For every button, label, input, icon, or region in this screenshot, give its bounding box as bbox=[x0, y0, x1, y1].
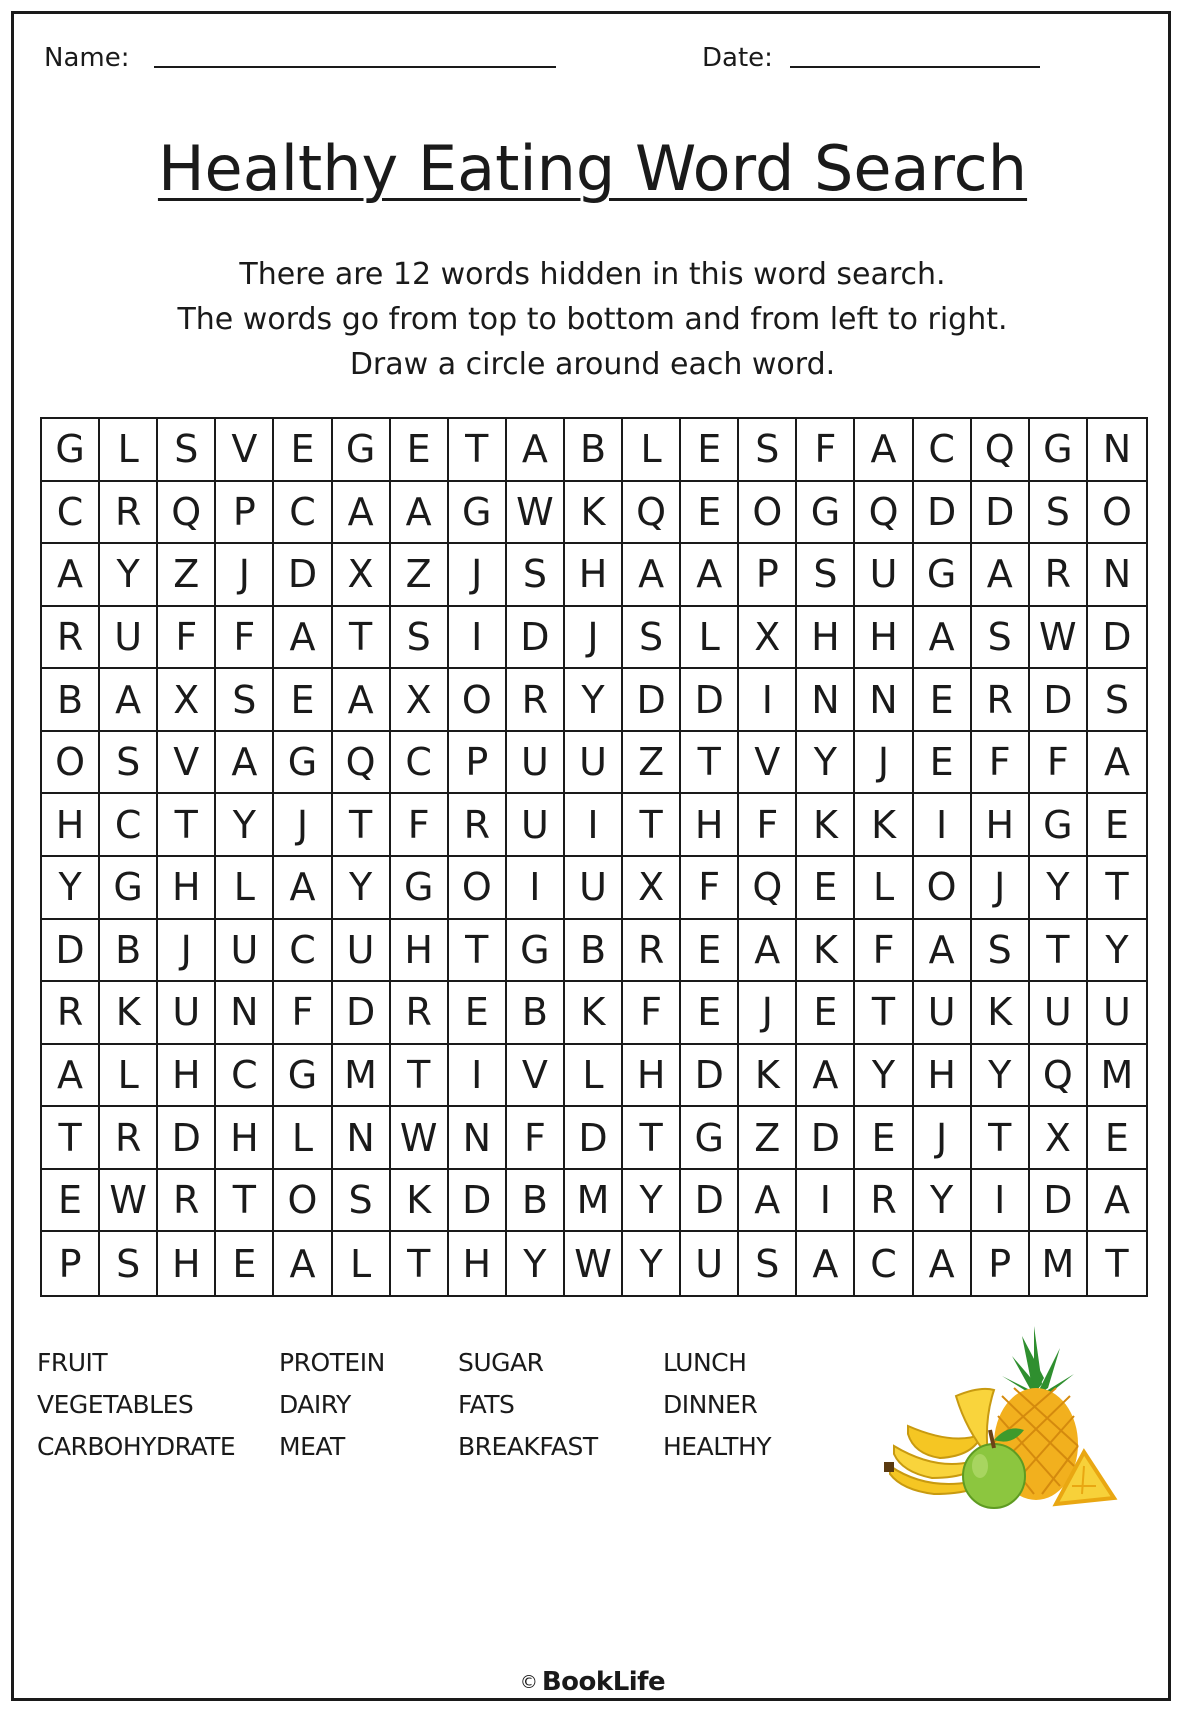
grid-letter[interactable]: K bbox=[391, 1170, 449, 1233]
grid-letter[interactable]: Z bbox=[158, 544, 216, 607]
grid-letter[interactable]: X bbox=[739, 607, 797, 670]
grid-letter[interactable]: Y bbox=[623, 1170, 681, 1233]
grid-letter[interactable]: X bbox=[1030, 1107, 1088, 1170]
grid-letter[interactable]: A bbox=[914, 607, 972, 670]
grid-letter[interactable]: D bbox=[1088, 607, 1146, 670]
grid-letter[interactable]: U bbox=[216, 920, 274, 983]
grid-letter[interactable]: I bbox=[449, 1045, 507, 1108]
grid-letter[interactable]: L bbox=[216, 857, 274, 920]
grid-letter[interactable]: K bbox=[565, 982, 623, 1045]
grid-letter[interactable]: A bbox=[274, 1232, 332, 1295]
grid-letter[interactable]: T bbox=[1088, 857, 1146, 920]
grid-letter[interactable]: E bbox=[1088, 1107, 1146, 1170]
grid-letter[interactable]: J bbox=[855, 732, 913, 795]
grid-letter[interactable]: E bbox=[274, 419, 332, 482]
grid-letter[interactable]: D bbox=[972, 482, 1030, 545]
grid-letter[interactable]: N bbox=[1088, 544, 1146, 607]
grid-letter[interactable]: G bbox=[1030, 794, 1088, 857]
grid-letter[interactable]: T bbox=[623, 1107, 681, 1170]
grid-letter[interactable]: J bbox=[274, 794, 332, 857]
grid-letter[interactable]: Y bbox=[623, 1232, 681, 1295]
grid-letter[interactable]: H bbox=[158, 1045, 216, 1108]
grid-letter[interactable]: M bbox=[1030, 1232, 1088, 1295]
grid-letter[interactable]: E bbox=[797, 857, 855, 920]
grid-letter[interactable]: I bbox=[797, 1170, 855, 1233]
grid-letter[interactable]: S bbox=[391, 607, 449, 670]
grid-letter[interactable]: P bbox=[216, 482, 274, 545]
grid-letter[interactable]: A bbox=[855, 419, 913, 482]
instruction-line: The words go from top to bottom and from left to right. bbox=[177, 302, 1008, 337]
grid-letter[interactable]: U bbox=[565, 732, 623, 795]
grid-letter[interactable]: R bbox=[855, 1170, 913, 1233]
grid-letter[interactable]: F bbox=[391, 794, 449, 857]
grid-letter[interactable]: K bbox=[100, 982, 158, 1045]
grid-letter[interactable]: Z bbox=[623, 732, 681, 795]
grid-letter[interactable]: A bbox=[972, 544, 1030, 607]
word-search-grid bbox=[40, 417, 1148, 1297]
grid-letter[interactable]: O bbox=[274, 1170, 332, 1233]
grid-letter[interactable]: A bbox=[797, 1045, 855, 1108]
instructions bbox=[0, 252, 1185, 387]
fruit-icon bbox=[884, 1326, 1124, 1516]
grid-letter[interactable]: S bbox=[1088, 669, 1146, 732]
grid-letter[interactable]: E bbox=[449, 982, 507, 1045]
grid-letter[interactable]: T bbox=[391, 1232, 449, 1295]
grid-letter[interactable]: W bbox=[1030, 607, 1088, 670]
grid-letter[interactable]: H bbox=[449, 1232, 507, 1295]
grid-letter[interactable]: E bbox=[797, 982, 855, 1045]
grid-letter[interactable]: A bbox=[1088, 1170, 1146, 1233]
grid-letter[interactable]: T bbox=[333, 794, 391, 857]
page-title: Healthy Eating Word Search bbox=[157, 132, 1028, 205]
grid-letter[interactable]: G bbox=[333, 419, 391, 482]
grid-letter[interactable]: L bbox=[274, 1107, 332, 1170]
grid-letter[interactable]: S bbox=[216, 669, 274, 732]
grid-letter[interactable]: R bbox=[100, 1107, 158, 1170]
grid-letter[interactable]: U bbox=[507, 794, 565, 857]
word-list-item: MEAT bbox=[279, 1432, 345, 1461]
grid-letter[interactable]: I bbox=[739, 669, 797, 732]
grid-letter[interactable]: H bbox=[681, 794, 739, 857]
grid-letter[interactable]: V bbox=[158, 732, 216, 795]
grid-letter[interactable]: E bbox=[681, 982, 739, 1045]
grid-letter[interactable]: D bbox=[681, 1170, 739, 1233]
grid-letter[interactable]: U bbox=[1088, 982, 1146, 1045]
grid-letter[interactable]: D bbox=[1030, 1170, 1088, 1233]
grid-letter[interactable]: L bbox=[623, 419, 681, 482]
grid-letter[interactable]: G bbox=[449, 482, 507, 545]
grid-letter[interactable]: H bbox=[623, 1045, 681, 1108]
grid-letter[interactable]: X bbox=[333, 544, 391, 607]
word-list-column bbox=[279, 1342, 385, 1468]
grid-letter[interactable]: O bbox=[914, 857, 972, 920]
grid-letter[interactable]: A bbox=[274, 857, 332, 920]
grid-letter[interactable]: Y bbox=[797, 732, 855, 795]
grid-letter[interactable]: D bbox=[681, 1045, 739, 1108]
grid-letter[interactable]: W bbox=[391, 1107, 449, 1170]
grid-letter[interactable]: Y bbox=[507, 1232, 565, 1295]
grid-letter[interactable]: S bbox=[739, 1232, 797, 1295]
grid-letter[interactable]: J bbox=[216, 544, 274, 607]
grid-letter[interactable]: K bbox=[855, 794, 913, 857]
grid-letter[interactable]: G bbox=[1030, 419, 1088, 482]
grid-letter[interactable]: Q bbox=[972, 419, 1030, 482]
word-list-column bbox=[663, 1342, 771, 1468]
word-list-item: HEALTHY bbox=[663, 1432, 772, 1461]
grid-letter[interactable]: K bbox=[797, 794, 855, 857]
grid-letter[interactable]: O bbox=[449, 857, 507, 920]
grid-letter[interactable]: V bbox=[739, 732, 797, 795]
instruction-line: Draw a circle around each word. bbox=[349, 347, 836, 382]
grid-letter[interactable]: Y bbox=[100, 544, 158, 607]
grid-letter[interactable]: U bbox=[507, 732, 565, 795]
grid-letter[interactable]: J bbox=[739, 982, 797, 1045]
word-list-item: FATS bbox=[458, 1390, 515, 1419]
grid-letter[interactable]: N bbox=[1088, 419, 1146, 482]
grid-letter[interactable]: P bbox=[42, 1232, 100, 1295]
grid-letter[interactable]: F bbox=[681, 857, 739, 920]
grid-letter[interactable]: A bbox=[1088, 732, 1146, 795]
name-label: Name: bbox=[44, 43, 130, 73]
grid-letter[interactable]: U bbox=[158, 982, 216, 1045]
grid-letter[interactable]: I bbox=[449, 607, 507, 670]
grid-letter[interactable]: C bbox=[914, 419, 972, 482]
grid-letter[interactable]: V bbox=[216, 419, 274, 482]
grid-letter[interactable]: F bbox=[216, 607, 274, 670]
grid-letter[interactable]: N bbox=[449, 1107, 507, 1170]
grid-letter[interactable]: R bbox=[972, 669, 1030, 732]
grid-letter[interactable]: T bbox=[855, 982, 913, 1045]
date-label: Date: bbox=[702, 43, 773, 73]
booklife-logo: BookLife bbox=[541, 1667, 666, 1697]
word-list-item: LUNCH bbox=[663, 1348, 747, 1377]
grid-letter[interactable]: O bbox=[449, 669, 507, 732]
grid-letter[interactable]: E bbox=[42, 1170, 100, 1233]
grid-letter[interactable]: S bbox=[333, 1170, 391, 1233]
grid-letter[interactable]: Y bbox=[216, 794, 274, 857]
grid-letter[interactable]: W bbox=[565, 1232, 623, 1295]
grid-letter[interactable]: A bbox=[739, 920, 797, 983]
grid-letter[interactable]: M bbox=[333, 1045, 391, 1108]
grid-letter[interactable]: L bbox=[565, 1045, 623, 1108]
grid-letter[interactable]: S bbox=[972, 607, 1030, 670]
grid-letter[interactable]: D bbox=[681, 669, 739, 732]
grid-letter[interactable]: U bbox=[1030, 982, 1088, 1045]
word-list-column bbox=[37, 1342, 235, 1468]
word-list-item: SUGAR bbox=[458, 1348, 544, 1377]
grid-letter[interactable]: C bbox=[100, 794, 158, 857]
grid-letter[interactable]: D bbox=[1030, 669, 1088, 732]
grid-letter[interactable]: W bbox=[100, 1170, 158, 1233]
grid-letter[interactable]: A bbox=[100, 669, 158, 732]
grid-letter[interactable]: G bbox=[100, 857, 158, 920]
copyright-mark: © bbox=[519, 1671, 538, 1693]
word-list-item: PROTEIN bbox=[279, 1348, 385, 1377]
grid-letter[interactable]: J bbox=[972, 857, 1030, 920]
grid-letter[interactable]: K bbox=[797, 920, 855, 983]
grid-letter[interactable]: J bbox=[449, 544, 507, 607]
grid-letter[interactable]: R bbox=[158, 1170, 216, 1233]
grid-letter[interactable]: G bbox=[914, 544, 972, 607]
grid-letter[interactable]: T bbox=[216, 1170, 274, 1233]
grid-letter[interactable]: G bbox=[797, 482, 855, 545]
grid-letter[interactable]: G bbox=[391, 857, 449, 920]
grid-letter[interactable]: B bbox=[507, 1170, 565, 1233]
grid-letter[interactable]: T bbox=[1105, 1241, 1129, 1286]
grid-letter[interactable]: T bbox=[972, 1107, 1030, 1170]
grid-letter[interactable]: H bbox=[797, 607, 855, 670]
grid-letter[interactable]: F bbox=[739, 794, 797, 857]
grid-letter[interactable]: C bbox=[42, 482, 100, 545]
grid-letter[interactable]: X bbox=[623, 857, 681, 920]
grid-letter[interactable]: Q bbox=[1030, 1045, 1088, 1108]
grid-letter[interactable]: A bbox=[914, 1232, 972, 1295]
word-list-item: BREAKFAST bbox=[458, 1432, 598, 1461]
grid-letter[interactable]: J bbox=[914, 1107, 972, 1170]
grid-letter[interactable]: S bbox=[797, 544, 855, 607]
grid-letter[interactable]: E bbox=[681, 920, 739, 983]
grid-letter[interactable]: Y bbox=[914, 1170, 972, 1233]
grid-letter[interactable]: T bbox=[449, 419, 507, 482]
grid-letter[interactable]: Y bbox=[565, 669, 623, 732]
grid-letter[interactable]: L bbox=[100, 419, 158, 482]
grid-letter[interactable]: G bbox=[42, 419, 100, 482]
grid-letter[interactable]: E bbox=[681, 482, 739, 545]
grid-letter[interactable]: G bbox=[274, 1045, 332, 1108]
grid-letter[interactable]: F bbox=[623, 982, 681, 1045]
grid-letter[interactable]: E bbox=[681, 419, 739, 482]
grid-letter[interactable]: N bbox=[797, 669, 855, 732]
grid-letter[interactable]: D bbox=[42, 920, 100, 983]
grid-letter[interactable]: R bbox=[42, 607, 100, 670]
grid-letter[interactable]: E bbox=[914, 732, 972, 795]
grid-letter[interactable]: D bbox=[797, 1107, 855, 1170]
grid-letter[interactable]: S bbox=[507, 544, 565, 607]
grid-letter[interactable]: L bbox=[681, 607, 739, 670]
grid-letter[interactable]: U bbox=[855, 544, 913, 607]
grid-letter[interactable]: A bbox=[42, 1045, 100, 1108]
grid-letter[interactable]: E bbox=[391, 419, 449, 482]
grid-letter[interactable]: S bbox=[972, 920, 1030, 983]
grid-letter[interactable]: D bbox=[333, 982, 391, 1045]
grid-letter[interactable]: B bbox=[507, 982, 565, 1045]
grid-letter[interactable]: F bbox=[274, 982, 332, 1045]
grid-letter[interactable]: U bbox=[914, 982, 972, 1045]
grid-letter[interactable]: S bbox=[1030, 482, 1088, 545]
grid-letter[interactable]: M bbox=[1088, 1045, 1146, 1108]
grid-letter[interactable]: B bbox=[565, 419, 623, 482]
grid-letter[interactable]: I bbox=[972, 1170, 1030, 1233]
grid-letter[interactable]: A bbox=[274, 607, 332, 670]
grid-letter[interactable]: S bbox=[739, 419, 797, 482]
grid-letter[interactable]: T bbox=[391, 1045, 449, 1108]
grid-letter[interactable]: Q bbox=[623, 482, 681, 545]
grid-letter[interactable]: F bbox=[972, 732, 1030, 795]
grid-letter[interactable]: G bbox=[507, 920, 565, 983]
grid-letter[interactable]: Z bbox=[739, 1107, 797, 1170]
grid-letter[interactable]: E bbox=[914, 669, 972, 732]
grid-letter[interactable]: R bbox=[42, 982, 100, 1045]
grid-letter[interactable]: B bbox=[100, 920, 158, 983]
grid-letter[interactable]: D bbox=[158, 1107, 216, 1170]
grid-letter[interactable]: R bbox=[449, 794, 507, 857]
grid-letter[interactable]: A bbox=[42, 544, 100, 607]
grid-letter[interactable]: E bbox=[855, 1107, 913, 1170]
grid-letter[interactable]: J bbox=[565, 607, 623, 670]
grid-letter[interactable]: A bbox=[216, 732, 274, 795]
grid-letter[interactable]: R bbox=[1030, 544, 1088, 607]
grid-letter[interactable]: I bbox=[914, 794, 972, 857]
grid-letter[interactable]: T bbox=[333, 607, 391, 670]
grid-letter[interactable]: Y bbox=[42, 857, 100, 920]
grid-letter[interactable]: O bbox=[1088, 482, 1146, 545]
grid-letter[interactable]: Y bbox=[333, 857, 391, 920]
grid-letter[interactable]: T bbox=[42, 1107, 100, 1170]
grid-letter[interactable]: A bbox=[333, 482, 391, 545]
grid-letter[interactable]: O bbox=[739, 482, 797, 545]
grid-letter[interactable]: B bbox=[565, 920, 623, 983]
grid-letter[interactable]: T bbox=[449, 920, 507, 983]
grid-letter[interactable]: K bbox=[972, 982, 1030, 1045]
grid-letter[interactable]: E bbox=[1088, 794, 1146, 857]
grid-letter[interactable]: K bbox=[565, 482, 623, 545]
grid-letter[interactable]: F bbox=[797, 419, 855, 482]
grid-letter[interactable]: H bbox=[391, 920, 449, 983]
grid-letter[interactable]: C bbox=[274, 482, 332, 545]
grid-letter[interactable]: A bbox=[797, 1232, 855, 1295]
grid-letter[interactable]: H bbox=[158, 1232, 216, 1295]
grid-letter[interactable]: D bbox=[623, 669, 681, 732]
grid-letter[interactable]: H bbox=[42, 794, 100, 857]
grid-letter[interactable]: A bbox=[507, 419, 565, 482]
grid-letter[interactable]: C bbox=[274, 920, 332, 983]
grid-letter[interactable]: A bbox=[681, 544, 739, 607]
grid-letter[interactable]: T bbox=[1030, 920, 1088, 983]
instruction-line: There are 12 words hidden in this word search. bbox=[239, 257, 946, 292]
grid-letter[interactable]: U bbox=[681, 1232, 739, 1295]
grid-letter[interactable]: N bbox=[333, 1107, 391, 1170]
grid-letter[interactable]: U bbox=[565, 857, 623, 920]
grid-letter[interactable]: F bbox=[855, 920, 913, 983]
grid-letter[interactable]: Y bbox=[1088, 920, 1146, 983]
word-list-item: DAIRY bbox=[279, 1390, 351, 1419]
grid-letter[interactable]: L bbox=[855, 857, 913, 920]
grid-letter[interactable]: L bbox=[333, 1232, 391, 1295]
grid-letter[interactable]: B bbox=[42, 669, 100, 732]
grid-letter[interactable]: M bbox=[565, 1170, 623, 1233]
grid-letter[interactable]: H bbox=[565, 544, 623, 607]
grid-letter[interactable]: D bbox=[274, 544, 332, 607]
date-field[interactable] bbox=[790, 66, 1040, 68]
word-list-item: DINNER bbox=[663, 1390, 758, 1419]
word-list-item: VEGETABLES bbox=[37, 1390, 194, 1419]
grid-letter[interactable]: H bbox=[216, 1107, 274, 1170]
grid-letter[interactable]: E bbox=[216, 1232, 274, 1295]
grid-letter[interactable]: C bbox=[391, 732, 449, 795]
grid-letter[interactable]: X bbox=[391, 669, 449, 732]
grid-letter[interactable]: F bbox=[1030, 732, 1088, 795]
grid-letter[interactable]: Y bbox=[972, 1045, 1030, 1108]
grid-letter[interactable]: R bbox=[391, 982, 449, 1045]
grid-letter[interactable]: T bbox=[158, 794, 216, 857]
grid-letter[interactable]: P bbox=[739, 544, 797, 607]
grid-letter[interactable]: Y bbox=[1030, 857, 1088, 920]
grid-letter[interactable]: A bbox=[333, 669, 391, 732]
grid-letter[interactable]: A bbox=[391, 482, 449, 545]
grid-letter[interactable]: H bbox=[914, 1045, 972, 1108]
grid-letter[interactable]: Q bbox=[739, 857, 797, 920]
grid-letter[interactable]: Q bbox=[158, 482, 216, 545]
grid-letter[interactable]: Y bbox=[855, 1045, 913, 1108]
grid-letter[interactable]: S bbox=[158, 419, 216, 482]
grid-letter[interactable]: H bbox=[855, 607, 913, 670]
grid-letter[interactable]: A bbox=[739, 1170, 797, 1233]
footer bbox=[0, 1667, 1185, 1703]
grid-letter[interactable]: T bbox=[681, 732, 739, 795]
grid-letter[interactable]: K bbox=[739, 1045, 797, 1108]
grid-letter[interactable]: H bbox=[972, 794, 1030, 857]
word-list-item: FRUIT bbox=[37, 1348, 108, 1377]
grid-letter[interactable]: W bbox=[507, 482, 565, 545]
word-list-column bbox=[458, 1342, 598, 1468]
grid-letter[interactable]: A bbox=[623, 544, 681, 607]
grid-letter[interactable]: D bbox=[449, 1170, 507, 1233]
grid-letter[interactable]: G bbox=[274, 732, 332, 795]
grid-letter[interactable]: V bbox=[507, 1045, 565, 1108]
word-list-item: CARBOHYDRATE bbox=[37, 1432, 236, 1461]
grid-letter[interactable]: F bbox=[158, 607, 216, 670]
grid-letter[interactable]: N bbox=[216, 982, 274, 1045]
grid-letter[interactable]: D bbox=[914, 482, 972, 545]
grid-letter[interactable]: U bbox=[100, 607, 158, 670]
grid-letter[interactable]: X bbox=[158, 669, 216, 732]
grid-letter[interactable]: E bbox=[274, 669, 332, 732]
grid-letter[interactable]: S bbox=[100, 732, 158, 795]
grid-letter[interactable]: Q bbox=[855, 482, 913, 545]
grid-letter[interactable]: I bbox=[507, 857, 565, 920]
grid-letter[interactable]: A bbox=[914, 920, 972, 983]
grid-letter[interactable]: S bbox=[623, 607, 681, 670]
grid-letter[interactable]: P bbox=[449, 732, 507, 795]
grid-letter[interactable]: C bbox=[855, 1232, 913, 1295]
grid-letter[interactable]: G bbox=[681, 1107, 739, 1170]
grid-letter[interactable]: R bbox=[507, 669, 565, 732]
grid-letter[interactable]: P bbox=[972, 1232, 1030, 1295]
grid-letter[interactable]: I bbox=[565, 794, 623, 857]
grid-letter[interactable]: D bbox=[565, 1107, 623, 1170]
grid-letter[interactable]: J bbox=[158, 920, 216, 983]
grid-letter[interactable]: F bbox=[507, 1107, 565, 1170]
grid-letter[interactable]: C bbox=[216, 1045, 274, 1108]
grid-letter[interactable]: N bbox=[855, 669, 913, 732]
grid-letter[interactable]: T bbox=[623, 794, 681, 857]
name-field[interactable] bbox=[154, 66, 556, 68]
grid-letter[interactable]: O bbox=[42, 732, 100, 795]
grid-letter[interactable]: D bbox=[507, 607, 565, 670]
grid-letter[interactable]: R bbox=[100, 482, 158, 545]
grid-letter[interactable]: L bbox=[100, 1045, 158, 1108]
grid-letter[interactable]: H bbox=[158, 857, 216, 920]
grid-letter[interactable]: U bbox=[333, 920, 391, 983]
grid-letter[interactable]: Q bbox=[333, 732, 391, 795]
grid-letter[interactable]: Z bbox=[391, 544, 449, 607]
grid-letter[interactable]: R bbox=[623, 920, 681, 983]
grid-letter[interactable]: S bbox=[100, 1232, 158, 1295]
